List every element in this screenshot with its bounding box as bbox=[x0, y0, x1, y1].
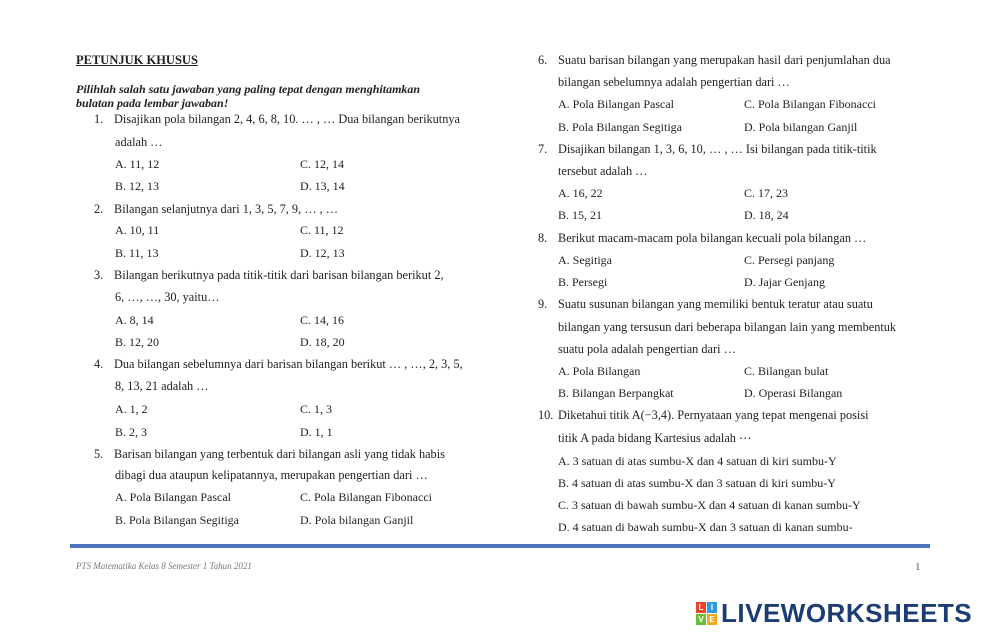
question-number: 7. bbox=[538, 142, 548, 156]
question-text-line: Barisan bilangan yang terbentuk dari bilangan asli yang tidak habis bbox=[114, 447, 445, 461]
page-number: 1 bbox=[915, 561, 921, 573]
option-b[interactable]: B. 2, 3 bbox=[115, 425, 148, 439]
question-text-line: dibagi dua ataupun kelipatannya, merupakan pengertian dari … bbox=[115, 468, 428, 482]
instruction-line-1: Pilihlah salah satu jawaban yang paling tepat dengan menghitamkan bbox=[76, 82, 421, 96]
question-text-line: 8, 13, 21 adalah … bbox=[115, 379, 209, 393]
option-a[interactable]: A. Pola Bilangan Pascal bbox=[115, 490, 231, 504]
option-b[interactable]: B. 4 satuan di atas sumbu-X dan 3 satuan di kiri sumbu-Y bbox=[558, 476, 836, 490]
option-a[interactable]: A. Pola Bilangan Pascal bbox=[558, 97, 674, 111]
option-a[interactable]: A. 16, 22 bbox=[558, 186, 603, 200]
option-a[interactable]: A. Segitiga bbox=[558, 253, 612, 267]
question-text-line: Disajikan bilangan 1, 3, 6, 10, … , … Isi bilangan pada titik-titik bbox=[558, 142, 877, 156]
question-text-line: Bilangan selanjutnya dari 1, 3, 5, 7, 9, … , … bbox=[114, 202, 339, 216]
option-c[interactable]: C. 12, 14 bbox=[300, 157, 345, 171]
option-d[interactable]: D. 18, 24 bbox=[744, 208, 789, 222]
question-text-line: Suatu susunan bilangan yang memiliki bentuk teratur atau suatu bbox=[558, 297, 873, 311]
option-b[interactable]: B. 12, 13 bbox=[115, 179, 160, 193]
option-d[interactable]: D. 18, 20 bbox=[300, 335, 345, 349]
question-number: 10. bbox=[538, 408, 554, 422]
option-d[interactable]: D. Pola bilangan Ganjil bbox=[300, 513, 414, 527]
question-text-line: Suatu barisan bilangan yang merupakan hasil dari penjumlahan dua bbox=[558, 53, 891, 67]
option-d[interactable]: D. 4 satuan di bawah sumbu-X dan 3 satuan di kanan sumbu- bbox=[558, 520, 853, 534]
question-number: 2. bbox=[94, 202, 104, 216]
option-d[interactable]: D. 13, 14 bbox=[300, 179, 345, 193]
question-number: 5. bbox=[94, 447, 104, 461]
option-c[interactable]: C. 14, 16 bbox=[300, 313, 345, 327]
option-a[interactable]: A. Pola Bilangan bbox=[558, 364, 641, 378]
option-d[interactable]: D. Operasi Bilangan bbox=[744, 386, 843, 400]
option-b[interactable]: B. Persegi bbox=[558, 275, 608, 289]
logo-text: LIVEWORKSHEETS bbox=[721, 598, 973, 628]
option-c[interactable]: C. 3 satuan di bawah sumbu-X dan 4 satuan di kanan sumbu-Y bbox=[558, 498, 861, 512]
option-c[interactable]: C. 11, 12 bbox=[300, 223, 344, 237]
option-d[interactable]: D. Jajar Genjang bbox=[744, 275, 825, 289]
question-number: 9. bbox=[538, 297, 548, 311]
option-c[interactable]: C. Bilangan bulat bbox=[744, 364, 829, 378]
option-c[interactable]: C. Persegi panjang bbox=[744, 253, 835, 267]
option-b[interactable]: B. 12, 20 bbox=[115, 335, 160, 349]
question-text-line: Diketahui titik A(−3,4). Pernyataan yang tepat mengenai posisi bbox=[558, 408, 869, 422]
footer-text: PTS Matematika Kelas 8 Semester 1 Tahun 2021 bbox=[76, 561, 252, 571]
option-b[interactable]: B. Bilangan Berpangkat bbox=[558, 386, 674, 400]
logo-letter: V bbox=[696, 614, 706, 625]
logo-grid-icon bbox=[696, 602, 717, 625]
question-text-line: bilangan yang tersusun dari beberapa bilangan lain yang membentuk bbox=[558, 320, 897, 334]
option-a[interactable]: A. 3 satuan di atas sumbu-X dan 4 satuan di kiri sumbu-Y bbox=[558, 454, 837, 468]
option-c[interactable]: C. 1, 3 bbox=[300, 402, 333, 416]
logo-letter: L bbox=[696, 602, 706, 613]
question-text-line: adalah … bbox=[115, 135, 163, 149]
question-number: 8. bbox=[538, 231, 548, 245]
option-a[interactable]: A. 10, 11 bbox=[115, 223, 160, 237]
question-text-line: bilangan sebelumnya adalah pengertian dari … bbox=[558, 75, 790, 89]
question-number: 3. bbox=[94, 268, 104, 282]
option-c[interactable]: C. Pola Bilangan Fibonacci bbox=[300, 490, 432, 504]
option-a[interactable]: A. 11, 12 bbox=[115, 157, 160, 171]
logo-letter: E bbox=[707, 614, 717, 625]
question-text-line: titik A pada bidang Kartesius adalah ⋯ bbox=[558, 431, 752, 445]
option-c[interactable]: C. Pola Bilangan Fibonacci bbox=[744, 97, 876, 111]
question-text-line: Bilangan berikutnya pada titik-titik dari barisan bilangan berikut 2, bbox=[114, 268, 444, 282]
question-text-line: tersebut adalah … bbox=[558, 164, 648, 178]
option-a[interactable]: A. 8, 14 bbox=[115, 313, 154, 327]
option-c[interactable]: C. 17, 23 bbox=[744, 186, 789, 200]
question-text-line: 6, …, …, 30, yaitu… bbox=[115, 290, 220, 304]
section-heading: PETUNJUK KHUSUS bbox=[76, 53, 198, 67]
question-text-line: Disajikan pola bilangan 2, 4, 6, 8, 10. … , … Dua bilangan berikutnya bbox=[114, 112, 460, 126]
option-a[interactable]: A. 1, 2 bbox=[115, 402, 148, 416]
footer-divider bbox=[70, 544, 930, 548]
option-d[interactable]: D. 1, 1 bbox=[300, 425, 333, 439]
question-number: 4. bbox=[94, 357, 104, 371]
liveworksheets-logo[interactable] bbox=[696, 598, 972, 629]
option-d[interactable]: D. 12, 13 bbox=[300, 246, 345, 260]
question-text-line: Dua bilangan sebelumnya dari barisan bilangan berikut … , …, 2, 3, 5, bbox=[114, 357, 463, 371]
option-b[interactable]: B. 11, 13 bbox=[115, 246, 159, 260]
instruction-line-2: bulatan pada lembar jawaban! bbox=[76, 96, 229, 110]
option-b[interactable]: B. 15, 21 bbox=[558, 208, 603, 222]
option-b[interactable]: B. Pola Bilangan Segitiga bbox=[558, 120, 682, 134]
question-text-line: Berikut macam-macam pola bilangan kecuali pola bilangan … bbox=[558, 231, 867, 245]
option-d[interactable]: D. Pola bilangan Ganjil bbox=[744, 120, 858, 134]
option-b[interactable]: B. Pola Bilangan Segitiga bbox=[115, 513, 239, 527]
question-number: 1. bbox=[94, 112, 104, 126]
question-text-line: suatu pola adalah pengertian dari … bbox=[558, 342, 736, 356]
logo-letter: I bbox=[707, 602, 717, 613]
question-number: 6. bbox=[538, 53, 548, 67]
